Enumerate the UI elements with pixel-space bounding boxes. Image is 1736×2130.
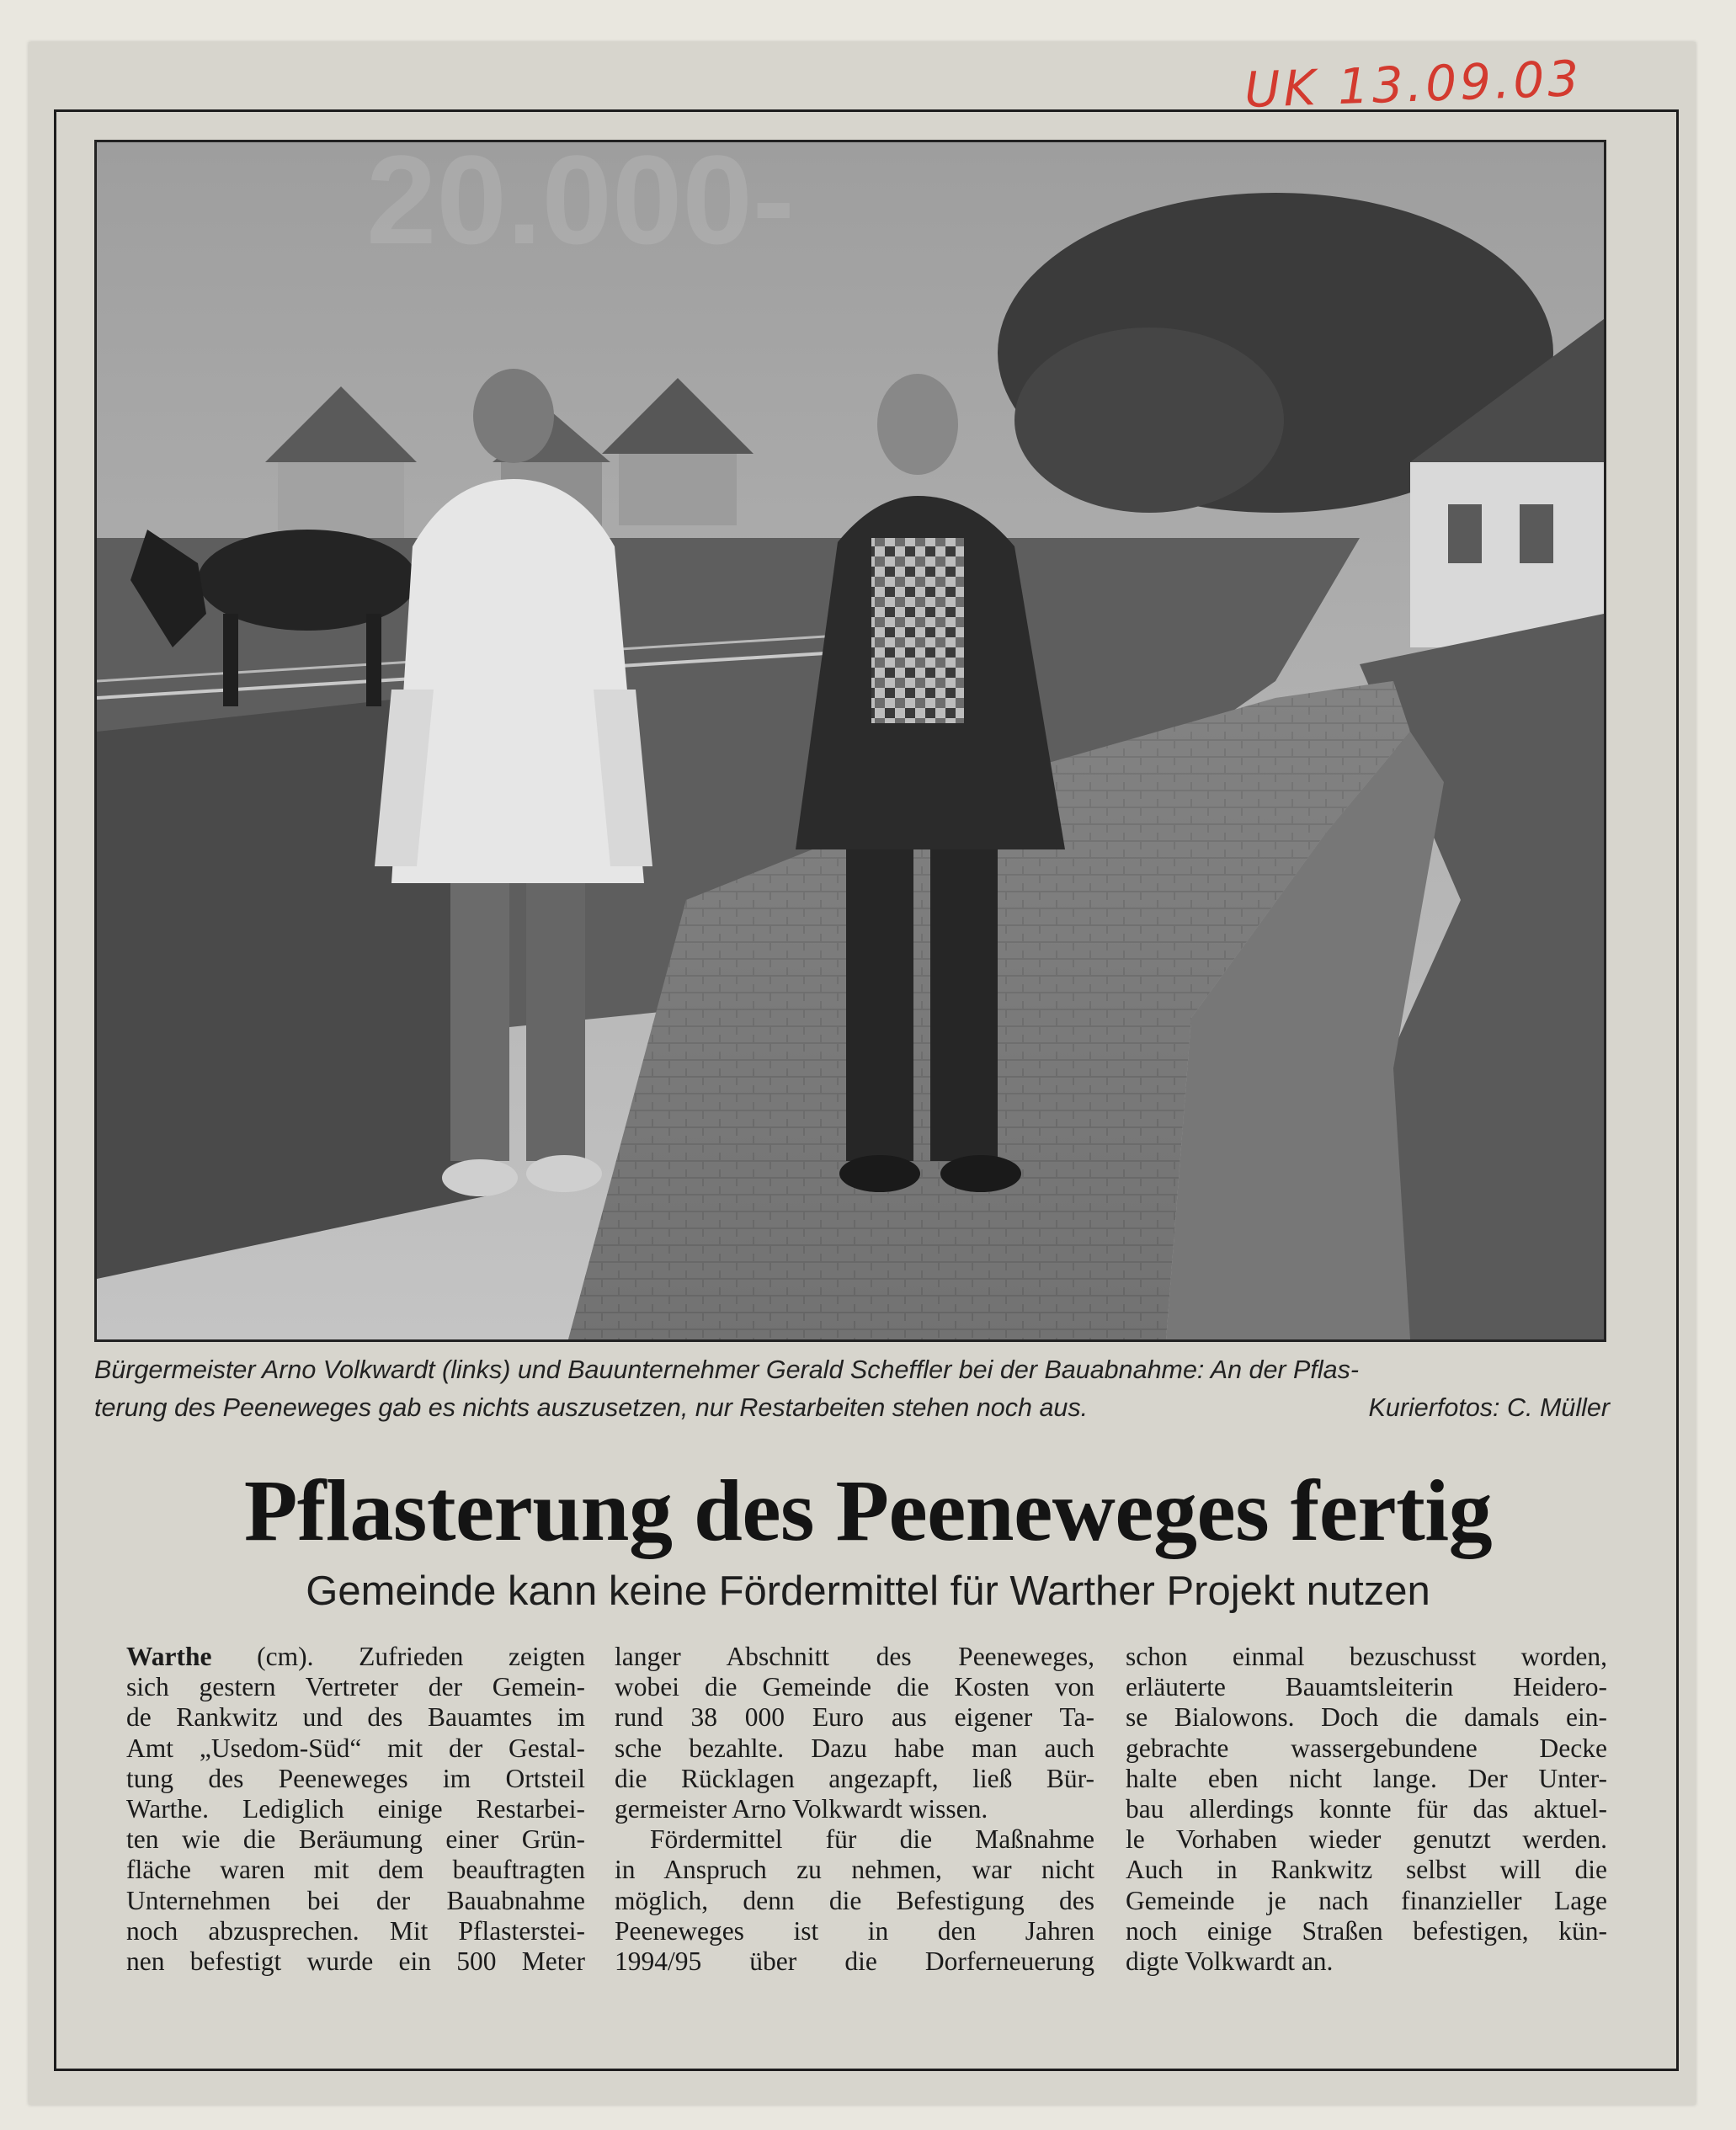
article-body [0, 1642, 1736, 2046]
article-line: Peeneweges ist in den Jahren [615, 1915, 1094, 1946]
article-line: noch abzusprechen. Mit Pflasterstei- [126, 1915, 585, 1946]
article-line: le Vorhaben wieder genutzt werden. [1126, 1824, 1607, 1855]
article-subheadline: Gemeinde kann keine Fördermittel für Warther Projekt nutzen [306, 1568, 1430, 1614]
article-line: halte eben nicht lange. Der Unter- [1126, 1763, 1607, 1793]
handwritten-date-note: UK 13.09.03 [1243, 50, 1584, 119]
article-line: die Rücklagen angezapft, ließ Bür- [615, 1763, 1094, 1793]
article-line: ten wie die Beräumung einer Grün- [126, 1824, 585, 1855]
article-line: de Rankwitz und des Bauamtes im [126, 1702, 585, 1733]
article-line: Unternehmen bei der Bauabnahme [126, 1885, 585, 1915]
article-headline: Pflasterung des Peeneweges fertig [243, 1462, 1493, 1559]
article-line: in Anspruch zu nehmen, war nicht [615, 1855, 1094, 1885]
dateline: Warthe [126, 1642, 212, 1671]
photo-credit: Kurierfotos: C. Müller [1368, 1393, 1610, 1422]
caption-line-2: terung des Peeneweges gab es nichts auszusetzen, nur Restarbeiten stehen noch aus. [94, 1393, 1089, 1422]
article-line: nen befestigt wurde ein 500 Meter [126, 1946, 585, 1977]
article-line: digte Volkwardt an. [1126, 1946, 1334, 1977]
article-line: Amt „Usedom-Süd“ mit der Gestal- [126, 1733, 585, 1763]
caption-line-1: Bürgermeister Arno Volkwardt (links) und Bauunternehmer Gerald Scheffler bei der Bauabnahme: An der Pflas- [94, 1355, 1360, 1384]
article-line: Gemeinde je nach finanzieller Lage [1126, 1885, 1607, 1915]
article-line: noch einige Straßen befestigen, kün- [1126, 1915, 1607, 1946]
article-column-2 [615, 1642, 1094, 1977]
photo-caption [94, 1351, 1610, 1427]
article-line: germeister Arno Volkwardt wissen. [615, 1794, 988, 1824]
article-line: möglich, denn die Befestigung des [615, 1885, 1094, 1915]
article-line: fläche waren mit dem beauftragten [126, 1855, 585, 1885]
article-line: Auch in Rankwitz selbst will die [1126, 1855, 1607, 1885]
article-line: erläuterte Bauamtsleiterin Heidero- [1126, 1672, 1607, 1702]
article-line [126, 1642, 585, 1672]
svg-text:20.000-: 20.000- [366, 142, 795, 270]
article-line: schon einmal bezuschusst worden, [1126, 1642, 1607, 1671]
article-line: Warthe. Lediglich einige Restarbei- [126, 1794, 585, 1824]
article-line: tung des Peeneweges im Ortsteil [126, 1763, 585, 1793]
article-line: langer Abschnitt des Peeneweges, [615, 1642, 1094, 1671]
article-line: wobei die Gemeinde die Kosten von [615, 1672, 1094, 1702]
article-line: Fördermittel für die Maßnahme [650, 1824, 1094, 1855]
article-line: sche bezahlte. Dazu habe man auch [615, 1733, 1094, 1763]
article-line: bau allerdings konnte für das aktuel- [1126, 1794, 1607, 1824]
article-column-1 [126, 1642, 585, 1977]
article-line: gebrachte wassergebundene Decke [1126, 1733, 1607, 1763]
article-text: (cm). Zufrieden zeigten [211, 1642, 585, 1671]
article-photo [94, 140, 1606, 1342]
article-line: sich gestern Vertreter der Gemein- [126, 1672, 585, 1702]
article-line: se Bialowons. Doch die damals ein- [1126, 1702, 1607, 1733]
article-column-3 [1126, 1642, 1607, 1977]
article-line: rund 38 000 Euro aus eigener Ta- [615, 1702, 1094, 1733]
article-line: 1994/95 über die Dorferneuerung [615, 1946, 1094, 1977]
